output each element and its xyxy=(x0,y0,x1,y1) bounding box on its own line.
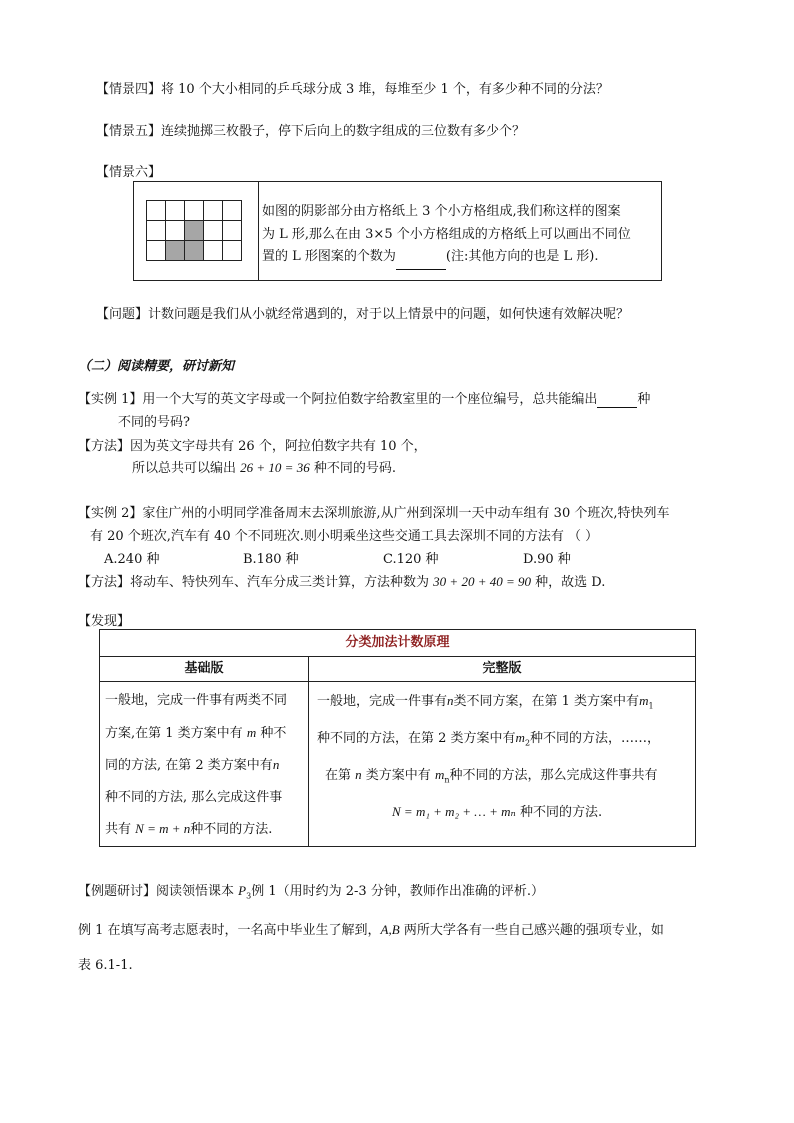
example-study-page-sub: 3 xyxy=(246,891,252,901)
basic-formula: N = m + n xyxy=(135,821,191,836)
basic-line2b: 种不 xyxy=(260,725,287,741)
full-var-n: n xyxy=(447,693,454,708)
scenario-six-note: (注:其他方向的也是 L 形). xyxy=(445,249,599,264)
method-one-line2 xyxy=(132,457,396,476)
full-line3a: 在第 xyxy=(325,768,352,784)
example-text-line1 xyxy=(78,919,664,938)
option-b: B.180 种 xyxy=(243,552,299,567)
scenario-six-box xyxy=(133,181,662,281)
full-line3c: 种不同的方法，那么完成这件事共有 xyxy=(449,768,658,784)
principle-table xyxy=(99,629,696,847)
full-var-n2: n xyxy=(355,767,362,783)
full-subn: n xyxy=(444,775,450,785)
method-one-pre: 所以总共可以编出 xyxy=(132,461,237,476)
full-var-m2: m xyxy=(515,730,525,746)
full-line4b: 种不同的方法. xyxy=(519,805,603,821)
method-two xyxy=(78,571,605,590)
scenario-five-text: 连续抛掷三枚骰子，停下后向上的数字组成的三位数有多少个？ xyxy=(161,124,526,139)
full-sub2: 2 xyxy=(524,738,531,748)
example-two-line2: 有 20 个班次,汽车有 40 个不同班次.则小明乘坐这些交通工具去深圳不同的方法有 （ ） xyxy=(90,529,599,544)
full-header: 完整版 xyxy=(309,657,695,682)
example-study-pre: 阅读领悟课本 xyxy=(156,884,235,899)
option-d: D.90 种 xyxy=(523,552,571,567)
discovery-tag: 【发现】 xyxy=(78,614,131,629)
example-text-b: 两所大学各有一些自己感兴趣的强项专业，如 xyxy=(403,923,664,938)
full-line1b: 类不同方案，在第 1 类方案中有 xyxy=(453,694,640,709)
full-var-m1: m xyxy=(639,693,649,708)
scenario-six-line1: 如图的阴影部分由方格纸上 3 个小方格组成,我们称这样的图案 xyxy=(262,204,621,219)
basic-var-n: n xyxy=(272,757,280,772)
example-one xyxy=(78,388,650,408)
example-study-post: 例 1（用时约为 2-3 分钟，教师作出准确的评析.） xyxy=(251,884,544,899)
example-text-line2: 表 6.1-1. xyxy=(78,958,133,973)
section-title: （二）阅读精要，研讨新知 xyxy=(78,359,235,374)
full-sub1: 1 xyxy=(648,701,654,711)
method-one-tag: 【方法】 xyxy=(78,439,131,454)
scenario-four-text: 将 10 个大小相同的乒乓球分成 3 堆，每堆至少 1 个，有多少种不同的分法？ xyxy=(161,82,609,97)
example-one-line1: 用一个大写的英文字母或一个阿拉伯数字给教室里的一个座位编号，总共能编出 xyxy=(142,392,598,407)
method-one-post: 种不同的号码. xyxy=(313,461,396,476)
example-one-tag: 【实例 1】 xyxy=(78,392,143,407)
l-shape-figure xyxy=(134,182,259,280)
scenario-four xyxy=(96,78,609,97)
question-text: 计数问题是我们从小就经常遇到的，对于以上情景中的问题，如何快速有效解决呢？ xyxy=(148,307,630,322)
example-text-a: 例 1 在填写高考志愿表时，一名高中毕业生了解到， xyxy=(78,923,381,938)
full-line2a: 种不同的方法，在第 2 类方案中有 xyxy=(317,731,516,747)
basic-line1: 一般地，完成一件事有两类不同 xyxy=(105,693,288,708)
example-study-tag: 【例题研讨】 xyxy=(78,884,157,899)
option-c: C.120 种 xyxy=(383,552,439,567)
full-formula: N = m₁ + m₂ + … + mₙ xyxy=(392,804,516,820)
example-one-line1-end: 种 xyxy=(637,392,651,407)
example-study xyxy=(78,880,544,901)
grid-figure xyxy=(146,200,242,261)
basic-line2a: 方案,在第 1 类方案中有 xyxy=(105,725,243,741)
scenario-five xyxy=(96,120,525,139)
full-line1a: 一般地，完成一件事有 xyxy=(317,694,448,709)
basic-line5a: 共有 xyxy=(105,822,132,837)
method-two-pre: 将动车、特快列车、汽车分成三类计算，方法种数为 xyxy=(130,575,430,590)
principle-title: 分类加法计数原理 xyxy=(100,630,695,657)
basic-line5b: 种不同的方法. xyxy=(190,822,273,837)
full-line2b: 种不同的方法，……， xyxy=(530,731,661,747)
basic-line4: 种不同的方法, 那么完成这件事 xyxy=(105,789,283,805)
method-two-tag: 【方法】 xyxy=(78,575,131,590)
example-two-line1: 家住广州的小明同学准备周末去深圳旅游,从广州到深圳一天中动车组有 30 个班次,特快列车 xyxy=(142,506,670,521)
method-two-formula: 30 + 20 + 40 = 90 xyxy=(433,574,531,589)
scenario-six-tag: 【情景六】 xyxy=(96,165,162,180)
scenario-five-tag: 【情景五】 xyxy=(96,124,162,139)
example-text-ab: A,B xyxy=(380,922,400,937)
question-tag: 【问题】 xyxy=(96,307,149,322)
method-one xyxy=(78,435,427,454)
basic-content xyxy=(105,685,287,846)
example-one-line2: 不同的号码? xyxy=(118,415,190,430)
option-a: A.240 种 xyxy=(104,552,160,567)
full-line3b: 类方案中有 xyxy=(365,768,431,784)
example-two xyxy=(78,502,669,521)
example-two-tag: 【实例 2】 xyxy=(78,506,143,521)
question xyxy=(96,303,629,322)
example-one-blank xyxy=(597,392,637,408)
method-one-line1: 因为英文字母共有 26 个，阿拉伯数字共有 10 个， xyxy=(130,439,427,454)
scenario-four-tag: 【情景四】 xyxy=(96,82,162,97)
scenario-six-line2: 为 L 形,那么在由 3×5 个小方格组成的方格纸上可以画出不同位 xyxy=(262,226,631,242)
example-study-page: P xyxy=(238,883,247,898)
basic-var-m: m xyxy=(246,724,257,740)
scenario-six-line3: 置的 L 形图案的个数为 xyxy=(262,249,396,264)
basic-line3a: 同的方法, 在第 2 类方案中有 xyxy=(105,758,273,773)
scenario-six-text xyxy=(262,201,631,270)
method-two-post: 种，故选 D. xyxy=(535,575,606,590)
answer-blank xyxy=(396,246,446,270)
full-content xyxy=(317,685,691,829)
column-divider xyxy=(308,657,309,846)
basic-header: 基础版 xyxy=(100,657,308,682)
full-var-mn: m xyxy=(434,767,445,783)
method-one-formula: 26 + 10 = 36 xyxy=(240,460,310,475)
